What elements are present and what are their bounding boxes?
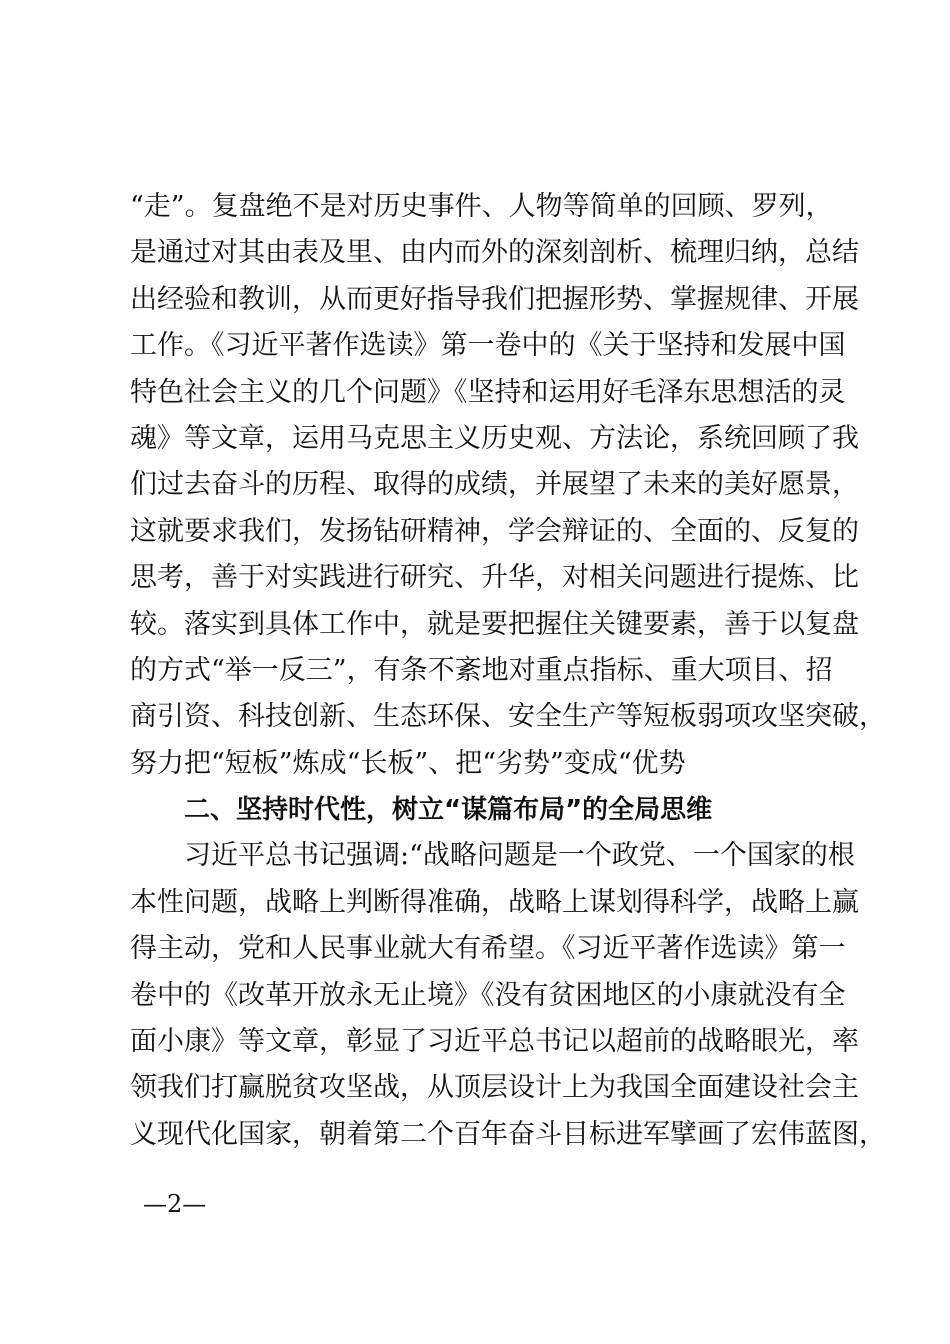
paragraph-1-line: 努力把“短板”炼成“长板”、把“劣势”变成“优势 <box>130 747 686 779</box>
paragraph-1-line: 思考，善于对实践进行研究、升华，对相关问题进行提炼、比 <box>130 562 859 594</box>
page-number: —2— <box>143 1190 207 1218</box>
paragraph-1-line: 这就要求我们，发扬钻研精神，学会辩证的、全面的、反复的 <box>130 515 859 547</box>
paragraph-2-line: 得主动，党和人民事业就大有希望。《习近平著作选读》第一 <box>130 933 846 965</box>
paragraph-2-line: 面小康》等文章，彰显了习近平总书记以超前的战略眼光，率 <box>130 1026 859 1058</box>
paragraph-1-line: 特色社会主义的几个问题》《坚持和运用好毛泽东思想活的灵 <box>130 376 846 408</box>
section-heading: 二、坚持时代性，树立“谋篇布局”的全局思维 <box>184 795 713 826</box>
paragraph-2-line: 卷中的《改革开放永无止境》《没有贫困地区的小康就没有全 <box>130 979 846 1011</box>
paragraph-2-line: 领我们打赢脱贫攻坚战，从顶层设计上为我国全面建设社会主 <box>130 1072 859 1104</box>
paragraph-1-line: 的方式“举一反三”，有条不紊地对重点指标、重大项目、招 <box>130 654 833 686</box>
paragraph-1-line: 出经验和教训，从而更好指导我们把握形势、掌握规律、开展 <box>130 283 859 315</box>
paragraph-2-line: 本性问题，战略上判断得准确，战略上谋划得科学，战略上赢 <box>130 886 859 918</box>
paragraph-1-line: “走”。复盘绝不是对历史事件、人物等简单的回顾、罗列， <box>130 191 833 222</box>
paragraph-2-line: 习近平总书记强调:“战略问题是一个政党、一个国家的根 <box>184 840 855 872</box>
paragraph-2-line: 义现代化国家，朝着第二个百年奋斗目标进军擘画了宏伟蓝图， <box>130 1118 886 1150</box>
paragraph-1-line: 魂》等文章，运用马克思主义历史观、方法论，系统回顾了我 <box>130 422 859 454</box>
paragraph-1-line: 商引资、科技创新、生态环保、安全生产等短板弱项攻坚突破， <box>130 701 886 733</box>
paragraph-1-line: 较。落实到具体工作中，就是要把握住关键要素，善于以复盘 <box>130 608 859 640</box>
body-text <box>130 184 886 1158</box>
paragraph-1-line: 是通过对其由表及里、由内而外的深刻剖析、梳理归纳，总结 <box>130 237 859 269</box>
paragraph-1-line: 们过去奋斗的历程、取得的成绩，并展望了未来的美好愿景， <box>130 469 859 501</box>
paragraph-1-line: 工作。《习近平著作选读》第一卷中的《关于坚持和发展中国 <box>130 330 846 362</box>
